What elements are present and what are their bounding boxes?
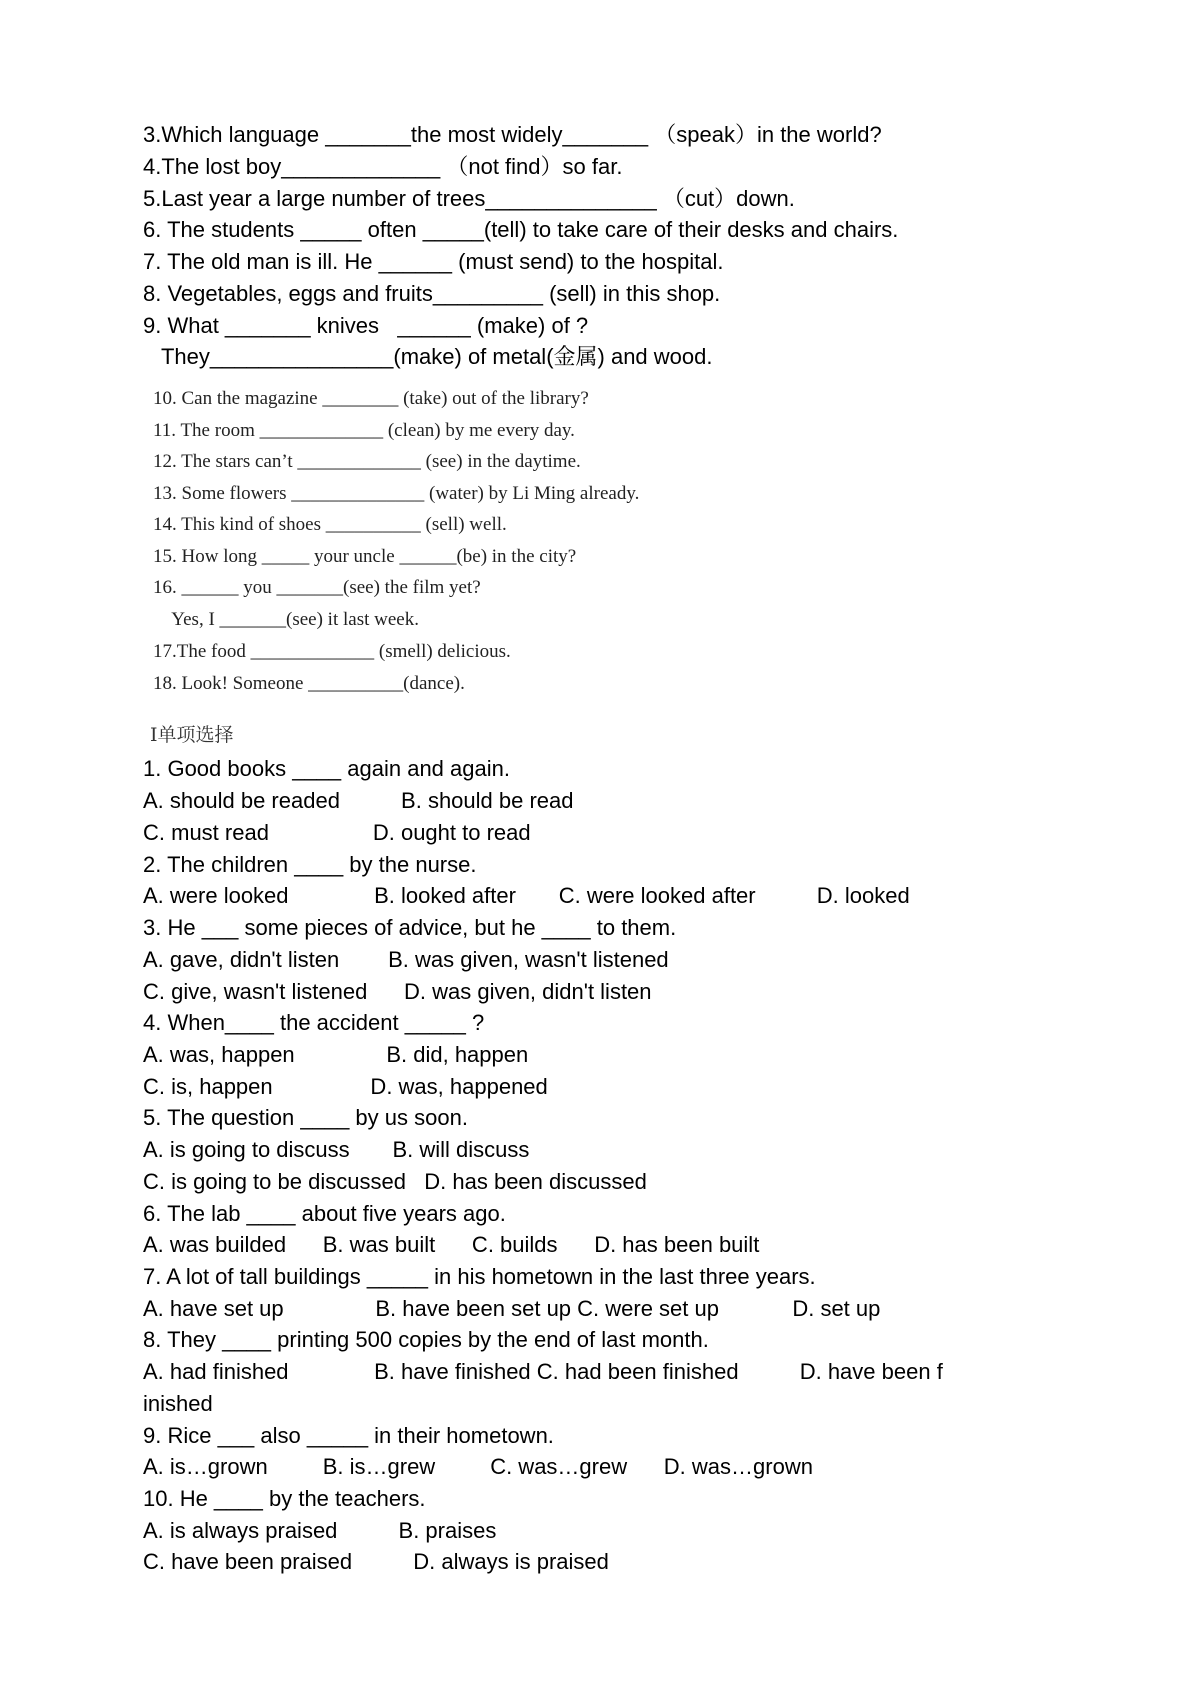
option-line: C. give, wasn't listened D. was given, didn't listen xyxy=(143,979,652,1004)
option-line: A. were looked B. looked after C. were looked after D. looked xyxy=(143,883,910,908)
question-line: 5. The question ____ by us soon. xyxy=(143,1105,468,1130)
exercise-line: 14. This kind of shoes __________ (sell) well. xyxy=(153,514,507,535)
exercise-line: 6. The students _____ often _____(tell) to take care of their desks and chairs. xyxy=(143,217,899,242)
exercise-line: 10. Can the magazine ________ (take) out of the library? xyxy=(153,388,589,409)
exercise-line: 15. How long _____ your uncle ______(be) in the city? xyxy=(153,546,577,567)
question-line: 8. They ____ printing 500 copies by the end of last month. xyxy=(143,1327,709,1352)
question-line: 7. A lot of tall buildings _____ in his hometown in the last three years. xyxy=(143,1264,816,1289)
option-line: A. was builded B. was built C. builds D. has been built xyxy=(143,1232,760,1257)
question-line: 9. Rice ___ also _____ in their hometown. xyxy=(143,1423,554,1448)
question-line: 3. He ___ some pieces of advice, but he ____ to them. xyxy=(143,915,677,940)
option-line: inished xyxy=(143,1391,213,1416)
exercise-line: 8. Vegetables, eggs and fruits_________ (sell) in this shop. xyxy=(143,281,721,306)
option-line: A. was, happen B. did, happen xyxy=(143,1042,529,1067)
option-line: C. have been praised D. always is praised xyxy=(143,1549,609,1574)
exercise-line: They_______________(make) of metal(金属) and wood. xyxy=(143,344,713,369)
exercise-line: Yes, I _______(see) it last week. xyxy=(153,609,419,630)
exercise-line: 7. The old man is ill. He ______ (must send) to the hospital. xyxy=(143,249,724,274)
option-line: C. must read D. ought to read xyxy=(143,820,531,845)
question-line: 4. When____ the accident _____ ? xyxy=(143,1010,485,1035)
option-line: C. is, happen D. was, happened xyxy=(143,1074,548,1099)
exercise-line: 12. The stars can’t _____________ (see) in the daytime. xyxy=(153,451,581,472)
option-line: C. is going to be discussed D. has been discussed xyxy=(143,1169,647,1194)
exercise-line: 4.The lost boy_____________ （not find）so far. xyxy=(143,154,623,179)
question-line: 10. He ____ by the teachers. xyxy=(143,1486,426,1511)
option-line: A. is going to discuss B. will discuss xyxy=(143,1137,530,1162)
exercise-line: 17.The food _____________ (smell) delicious. xyxy=(153,641,511,662)
exercise-line: 3.Which language _______the most widely_______ （speak）in the world? xyxy=(143,122,882,147)
option-line: A. is…grown B. is…grew C. was…grew D. was…grown xyxy=(143,1454,813,1479)
option-line: A. have set up B. have been set up C. were set up D. set up xyxy=(143,1296,881,1321)
exercise-line: 9. What _______ knives ______ (make) of ? xyxy=(143,313,589,338)
exercise-line: 16. ______ you _______(see) the film yet? xyxy=(153,577,481,598)
question-line: 6. The lab ____ about five years ago. xyxy=(143,1201,506,1226)
question-line: 2. The children ____ by the nurse. xyxy=(143,852,477,877)
exercise-line: 11. The room _____________ (clean) by me every day. xyxy=(153,420,575,441)
exercise-line: 13. Some flowers ______________ (water) by Li Ming already. xyxy=(153,483,640,504)
exercise-line: 18. Look! Someone __________(dance). xyxy=(153,673,465,694)
exercise-line: 5.Last year a large number of trees______________ （cut）down. xyxy=(143,186,795,211)
question-line: 1. Good books ____ again and again. xyxy=(143,756,510,781)
option-line: A. is always praised B. praises xyxy=(143,1518,497,1543)
option-line: A. should be readed B. should be read xyxy=(143,788,574,813)
option-line: A. gave, didn't listen B. was given, wasn't listened xyxy=(143,947,669,972)
option-line: A. had finished B. have finished C. had been finished D. have been f xyxy=(143,1359,943,1384)
section-heading: Ⅰ单项选择 xyxy=(150,725,234,746)
